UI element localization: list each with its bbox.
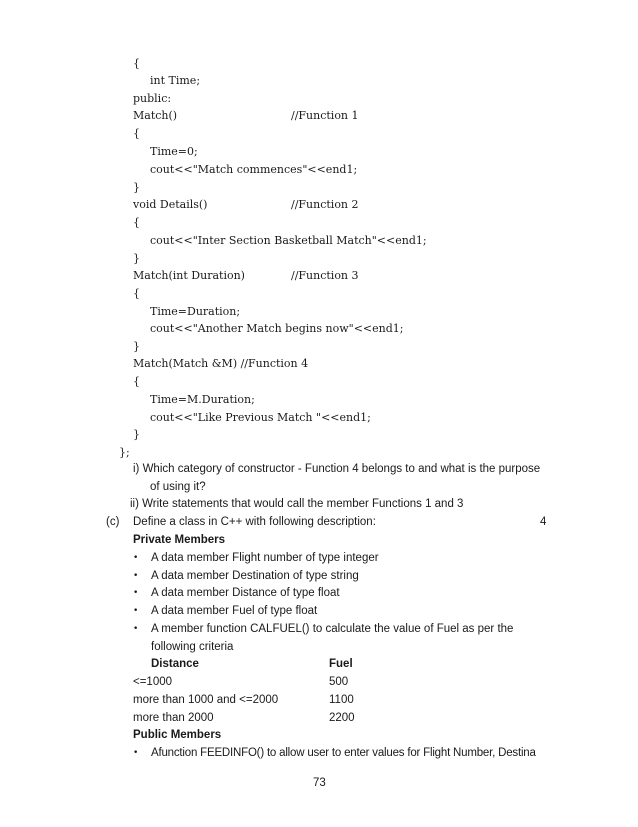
code-comment: //Function 3 <box>291 269 359 282</box>
question-c-label: (c) <box>106 516 120 528</box>
bullet-icon: • <box>133 606 139 616</box>
code-line: { <box>133 375 140 388</box>
private-item: A data member Fuel of type float <box>151 605 318 617</box>
private-members-heading: Private Members <box>133 534 226 546</box>
question-ii: ii) Write statements that would call the member Functions 1 and 3 <box>130 498 464 510</box>
code-line: { <box>133 216 140 229</box>
code-line: } <box>133 340 140 353</box>
code-line: cout<<"Inter Section Basketball Match"<<end1; <box>150 234 427 247</box>
question-c-marks: 4 <box>540 516 547 528</box>
code-line: } <box>133 428 140 441</box>
bullet-icon: • <box>133 748 139 758</box>
table-cell-fuel: 2200 <box>329 712 355 724</box>
code-line: cout<<"Match commences"<<end1; <box>150 163 358 176</box>
question-i-line1: i) Which category of constructor - Function 4 belongs to and what is the purpose <box>133 463 541 475</box>
code-line: { <box>133 287 140 300</box>
public-members-heading: Public Members <box>133 729 222 741</box>
bullet-icon: • <box>133 553 139 563</box>
table-cell-distance: more than 2000 <box>133 712 214 724</box>
page-number: 73 <box>313 777 326 789</box>
table-header-fuel: Fuel <box>329 658 353 670</box>
code-line: void Details() <box>133 198 208 211</box>
question-i-line2: of using it? <box>150 481 206 493</box>
code-line: Time=M.Duration; <box>150 393 255 406</box>
table-cell-fuel: 500 <box>329 676 349 688</box>
bullet-icon: • <box>133 624 139 634</box>
code-line: int Time; <box>150 74 201 87</box>
public-item: Afunction FEEDINFO() to allow user to enter values for Flight Number, Destina <box>151 747 536 759</box>
table-cell-distance: more than 1000 and <=2000 <box>133 694 279 706</box>
table-cell-distance: <=1000 <box>133 676 173 688</box>
code-comment: //Function 2 <box>291 198 359 211</box>
code-line: Time=Duration; <box>150 305 241 318</box>
code-line: Match() <box>133 109 178 122</box>
code-line: } <box>133 181 140 194</box>
bullet-icon: • <box>133 588 139 598</box>
private-item: A member function CALFUEL() to calculate the value of Fuel as per the <box>151 623 514 635</box>
private-item: A data member Destination of type string <box>151 570 359 582</box>
table-cell-fuel: 1100 <box>329 694 354 706</box>
code-line: Match(Match &M) //Function 4 <box>133 357 309 370</box>
private-item: A data member Distance of type float <box>151 587 340 599</box>
bullet-icon: • <box>133 571 139 581</box>
code-line: public: <box>133 92 172 105</box>
private-item: A data member Flight number of type integer <box>151 552 379 564</box>
code-line: { <box>133 57 140 70</box>
question-c-text: Define a class in C++ with following description: <box>133 516 376 528</box>
code-comment: //Function 1 <box>291 109 359 122</box>
table-header-distance: Distance <box>151 658 199 670</box>
private-item-continuation: following criteria <box>151 641 234 653</box>
code-line: } <box>133 252 140 265</box>
code-line: cout<<"Like Previous Match "<<end1; <box>150 411 371 424</box>
code-line: { <box>133 127 140 140</box>
code-line: Match(int Duration) <box>133 269 245 282</box>
code-line: Time=0; <box>150 145 198 158</box>
code-line: }; <box>119 446 130 459</box>
code-line: cout<<"Another Match begins now"<<end1; <box>150 322 404 335</box>
